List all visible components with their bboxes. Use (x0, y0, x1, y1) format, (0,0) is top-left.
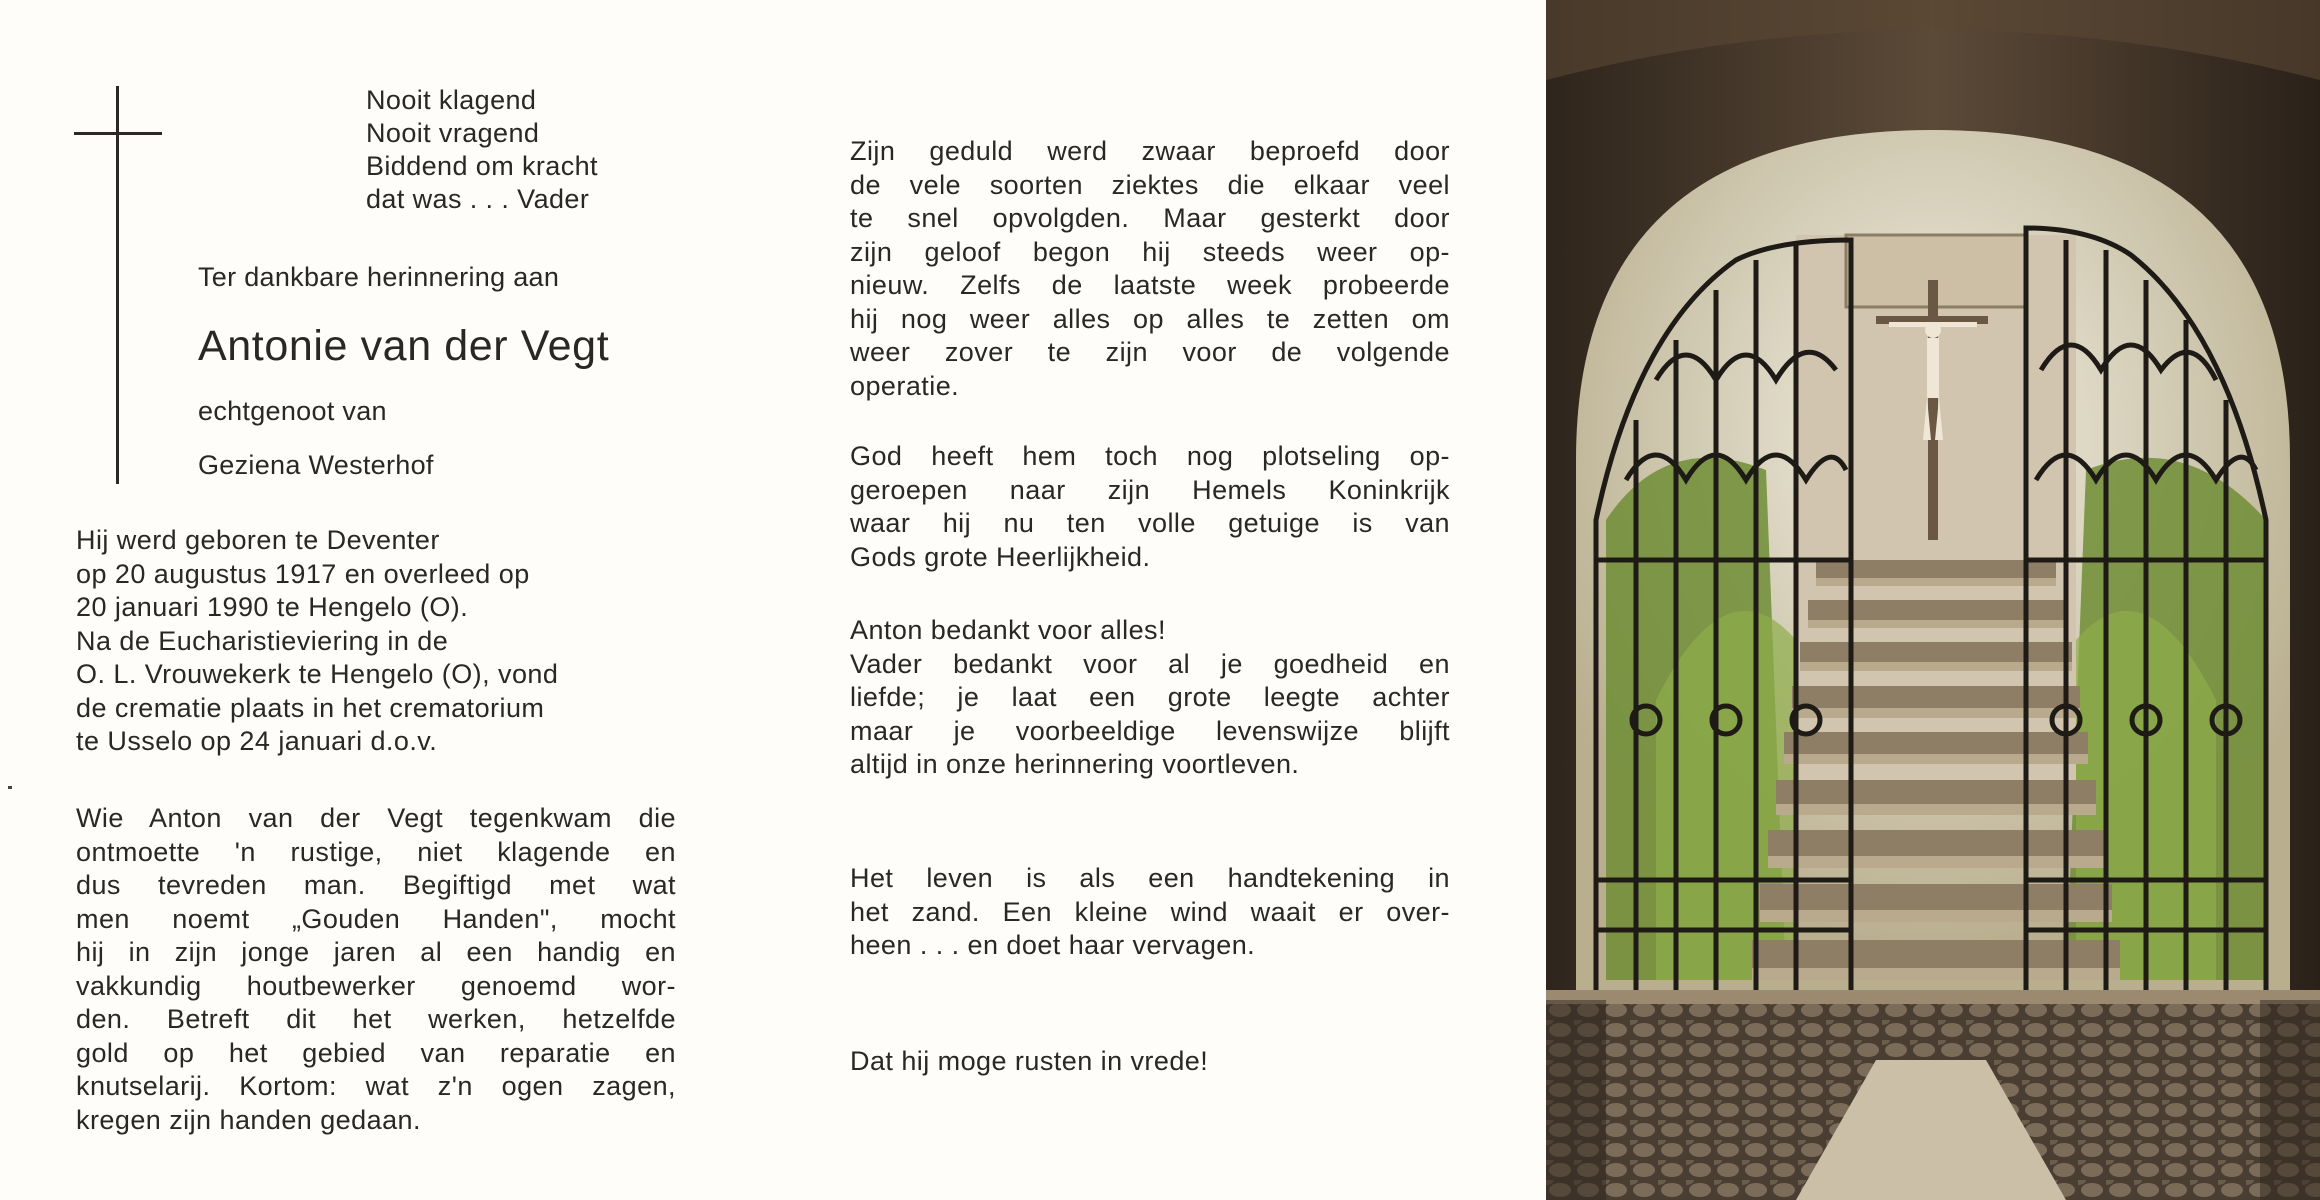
born-paragraph (76, 524, 696, 759)
spouse-name: Geziena Westerhof (198, 450, 434, 480)
text-line: gold op het gebied van reparatie en (76, 1037, 676, 1068)
text-line: het zand. Een kleine wind waait er over- (850, 896, 1450, 927)
text-line: altijd in onze herinnering voortleven. (850, 749, 1300, 779)
intro-text: Ter dankbare herinnering aan (198, 262, 560, 292)
poem-line: Nooit klagend (366, 85, 537, 115)
text-line: Gods grote Heerlijkheid. (850, 541, 1151, 572)
text-line: de vele soorten ziektes die elkaar veel (850, 169, 1450, 200)
text-line: te snel opvolgden. Maar gesterkt door (850, 203, 1450, 233)
text-line: maar je voorbeeldige levenswijze blijft (850, 715, 1450, 746)
text-line: te Usselo op 24 januari d.o.v. (76, 726, 438, 756)
text-line: men noemt „Gouden Handen", mocht (76, 903, 676, 934)
text-line: den. Betreft dit het werken, hetzelfde (76, 1004, 676, 1034)
deceased-name: Antonie van der Vegt (198, 322, 610, 370)
text-line: Anton bedankt voor alles! (850, 615, 1166, 645)
text-line: liefde; je laat een grote leegte achter (850, 682, 1450, 712)
thanks-paragraph (850, 614, 1450, 782)
text-line: nieuw. Zelfs de laatste week probeerde (850, 270, 1450, 300)
text-line: ontmoette 'n rustige, niet klagende en (76, 836, 676, 867)
text-line: de crematie plaats in het crematorium (76, 692, 545, 723)
text-line: kregen zijn handen gedaan. (76, 1104, 421, 1135)
text-line: Hij werd geboren te Deventer (76, 525, 440, 555)
text-line: vakkundig houtbewerker genoemd wor- (76, 970, 676, 1001)
text-line: Vader bedankt voor al je goedheid en (850, 648, 1450, 679)
text-line: hij in zijn jonge jaren al een handig en (76, 937, 676, 967)
text-line: operatie. (850, 370, 960, 401)
text-line: weer zover te zijn voor de volgende (850, 337, 1450, 367)
life-paragraph (850, 862, 1450, 963)
anton-paragraph (76, 802, 676, 1137)
text-line: hij nog weer alles op alles te zetten om (850, 303, 1450, 334)
text-line: Het leven is als een handtekening in (850, 863, 1450, 893)
text-line: waar hij nu ten volle getuige is van (850, 508, 1450, 538)
closing-line (850, 1045, 1450, 1079)
poem-line: Nooit vragend (366, 118, 540, 148)
text-line: O. L. Vrouwekerk te Hengelo (O), vond (76, 659, 559, 689)
text-line: Na de Eucharistieviering in de (76, 625, 449, 656)
text-line: zijn geloof begon hij steeds weer op- (850, 236, 1450, 267)
text-line: knutselarij. Kortom: wat z'n ogen zagen, (76, 1071, 676, 1101)
poem (366, 84, 598, 216)
relation-text: echtgenoot van (198, 396, 387, 426)
text-line: 20 januari 1990 te Hengelo (O). (76, 592, 469, 622)
text-line: dus tevreden man. Begiftigd met wat (76, 870, 676, 900)
god-paragraph (850, 440, 1450, 574)
text-line: geroepen naar zijn Hemels Koninkrijk (850, 474, 1450, 505)
text-line: Wie Anton van der Vegt tegenkwam die (76, 803, 676, 833)
text-line: God heeft hem toch nog plotseling op- (850, 441, 1450, 471)
gate-photo (1546, 0, 2320, 1200)
poem-line: dat was . . . Vader (366, 184, 590, 214)
poem-line: Biddend om kracht (366, 151, 598, 181)
cross-icon (116, 86, 119, 484)
text-line: Dat hij moge rusten in vrede! (850, 1046, 1209, 1076)
text-line: heen . . . en doet haar vervagen. (850, 930, 1256, 960)
patience-paragraph (850, 135, 1450, 403)
text-line: op 20 augustus 1917 en overleed op (76, 558, 530, 589)
text-line: Zijn geduld werd zwaar beproefd door (850, 136, 1450, 166)
speck (8, 786, 12, 789)
cross-icon-bar (74, 132, 162, 135)
